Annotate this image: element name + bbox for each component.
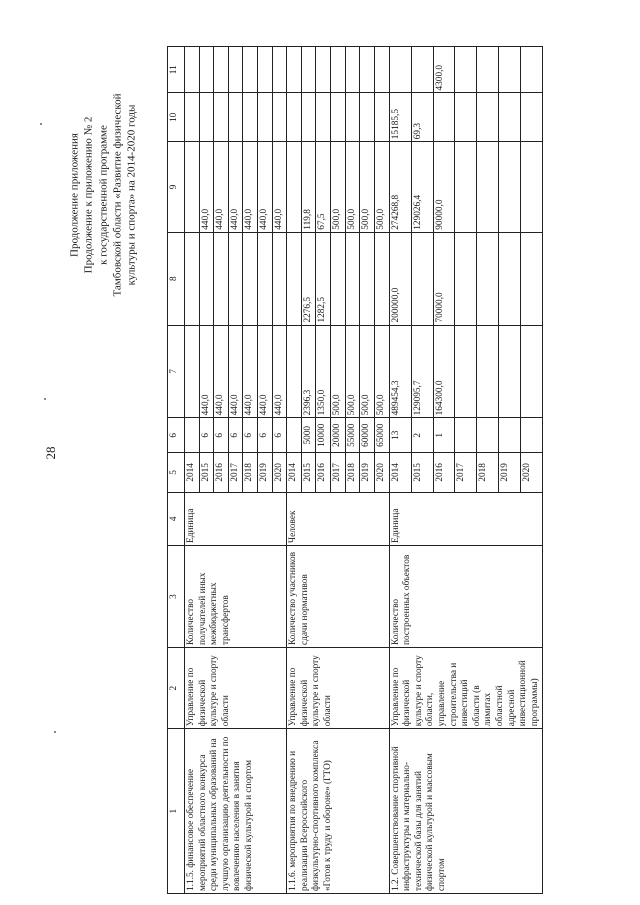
year-cell: 2019 — [360, 453, 375, 492]
value-cell: 6 — [199, 418, 214, 453]
value-cell: 129095,7 — [411, 325, 433, 418]
year-cell: 2020 — [521, 453, 543, 492]
value-cell: 500,0 — [331, 142, 346, 233]
column-number: 4 — [168, 492, 185, 545]
unit-cell: Человек — [287, 492, 389, 545]
value-cell: 1282,5 — [316, 232, 331, 325]
table-row — [287, 47, 302, 894]
value-cell: 500,0 — [345, 325, 360, 418]
value-cell — [243, 232, 258, 325]
value-cell — [214, 232, 229, 325]
value-cell — [199, 93, 214, 142]
value-cell — [477, 325, 499, 418]
column-number: 9 — [168, 142, 185, 233]
value-cell: 440,0 — [243, 142, 258, 233]
value-cell — [243, 93, 258, 142]
indicator-cell: Количество построенных объектов — [389, 545, 543, 647]
value-cell: 500,0 — [374, 325, 389, 418]
column-number-row — [168, 47, 185, 894]
value-cell: 6 — [272, 418, 287, 453]
value-cell — [287, 325, 302, 418]
table-row — [185, 47, 200, 894]
header-line: культуры и спорта» на 2014-2020 годы — [125, 104, 138, 286]
value-cell — [374, 232, 389, 325]
value-cell — [521, 93, 543, 142]
year-cell: 2017 — [455, 453, 477, 492]
value-cell: 440,0 — [258, 325, 273, 418]
value-cell — [287, 232, 302, 325]
value-cell — [199, 47, 214, 94]
value-cell — [477, 93, 499, 142]
measure-name-cell: 1.2. Совершенствование спортивной инфраструктуры и материально-технической базы для занятий физической культурой и массовым спортом — [389, 729, 543, 894]
value-cell: 500,0 — [331, 325, 346, 418]
value-cell: 440,0 — [214, 325, 229, 418]
value-cell: 1 — [433, 418, 455, 453]
value-cell: 6 — [228, 418, 243, 453]
scan-speck — [40, 123, 42, 125]
year-cell: 2016 — [316, 453, 331, 492]
value-cell: 500,0 — [345, 142, 360, 233]
column-number: 2 — [168, 648, 185, 729]
year-cell: 2020 — [272, 453, 287, 492]
value-cell: 60000 — [360, 418, 375, 453]
value-cell — [411, 232, 433, 325]
header-line: Тамбовской области «Развитие физической — [111, 93, 124, 297]
value-cell — [455, 47, 477, 94]
year-cell: 2017 — [228, 453, 243, 492]
value-cell — [316, 93, 331, 142]
header-line: Продолжение к приложению № 2 — [82, 116, 95, 274]
column-number: 10 — [168, 93, 185, 142]
value-cell: 129026,4 — [411, 142, 433, 233]
year-cell: 2015 — [301, 453, 316, 492]
value-cell — [214, 93, 229, 142]
value-cell — [301, 47, 316, 94]
value-cell — [455, 325, 477, 418]
value-cell: 440,0 — [214, 142, 229, 233]
header-line: Продолжение приложения — [68, 133, 81, 257]
value-cell — [185, 418, 200, 453]
value-cell: 440,0 — [199, 325, 214, 418]
value-cell — [185, 47, 200, 94]
value-cell: 440,0 — [272, 142, 287, 233]
value-cell — [521, 47, 543, 94]
value-cell — [499, 47, 521, 94]
year-cell: 2018 — [477, 453, 499, 492]
value-cell — [374, 93, 389, 142]
value-cell — [433, 93, 455, 142]
appendix-header — [67, 45, 138, 345]
year-cell: 2015 — [199, 453, 214, 492]
value-cell — [521, 142, 543, 233]
value-cell — [455, 418, 477, 453]
value-cell — [228, 232, 243, 325]
value-cell — [389, 47, 411, 94]
page-number: 28 — [43, 446, 58, 460]
column-number: 8 — [168, 232, 185, 325]
value-cell — [287, 142, 302, 233]
value-cell — [360, 232, 375, 325]
value-cell: 164300,0 — [433, 325, 455, 418]
value-cell — [331, 47, 346, 94]
year-cell: 2020 — [374, 453, 389, 492]
value-cell — [258, 47, 273, 94]
value-cell: 2396,3 — [301, 325, 316, 418]
value-cell — [331, 93, 346, 142]
value-cell — [185, 93, 200, 142]
column-number: 7 — [168, 325, 185, 418]
executor-cell: Управление по физической культуре и спорту области — [185, 648, 287, 729]
value-cell: 67,5 — [316, 142, 331, 233]
value-cell — [185, 142, 200, 233]
year-cell: 2016 — [214, 453, 229, 492]
rotated-table-wrapper — [167, 46, 627, 894]
measure-name-cell: 1.1.5. финансовое обеспечение мероприятий областного конкурса среди муниципальных образований на лучшую организацию деятельности по вовлечению населения в занятия физической культурой и спортом — [185, 729, 287, 894]
value-cell: 274268,8 — [389, 142, 411, 233]
value-cell: 2 — [411, 418, 433, 453]
value-cell — [272, 47, 287, 94]
value-cell — [272, 93, 287, 142]
scan-speck — [54, 731, 56, 733]
value-cell — [301, 93, 316, 142]
value-cell: 13 — [389, 418, 411, 453]
value-cell: 20000 — [331, 418, 346, 453]
value-cell: 1350,0 — [316, 325, 331, 418]
value-cell — [455, 93, 477, 142]
value-cell — [228, 93, 243, 142]
value-cell: 6 — [243, 418, 258, 453]
value-cell — [499, 93, 521, 142]
value-cell — [455, 232, 477, 325]
year-cell: 2018 — [345, 453, 360, 492]
executor-cell: Управление по физической культуре и спорту области — [287, 648, 389, 729]
value-cell: 440,0 — [243, 325, 258, 418]
value-cell — [228, 47, 243, 94]
value-cell — [272, 232, 287, 325]
value-cell — [374, 47, 389, 94]
scan-speck — [44, 398, 46, 400]
value-cell — [214, 47, 229, 94]
value-cell: 2276,5 — [301, 232, 316, 325]
executor-cell: Управление по физической культуре и спорту области, управление строительства и инвестиций области (в лимитах областной адресной инвестиционной программы) — [389, 648, 543, 729]
value-cell: 500,0 — [374, 142, 389, 233]
value-cell — [477, 418, 499, 453]
value-cell: 440,0 — [228, 142, 243, 233]
value-cell: 65000 — [374, 418, 389, 453]
value-cell — [243, 47, 258, 94]
value-cell — [185, 232, 200, 325]
value-cell — [331, 232, 346, 325]
table-body — [185, 47, 543, 894]
unit-cell: Единица — [185, 492, 287, 545]
year-cell: 2015 — [411, 453, 433, 492]
value-cell: 440,0 — [258, 142, 273, 233]
value-cell: 4300,0 — [433, 47, 455, 94]
value-cell — [345, 232, 360, 325]
value-cell — [185, 325, 200, 418]
value-cell — [521, 232, 543, 325]
value-cell: 440,0 — [272, 325, 287, 418]
value-cell: 440,0 — [228, 325, 243, 418]
value-cell: 440,0 — [199, 142, 214, 233]
column-number: 6 — [168, 418, 185, 453]
value-cell: 500,0 — [360, 142, 375, 233]
value-cell — [287, 418, 302, 453]
value-cell — [345, 47, 360, 94]
value-cell: 489454,3 — [389, 325, 411, 418]
value-cell — [360, 93, 375, 142]
value-cell: 90000,0 — [433, 142, 455, 233]
value-cell — [499, 325, 521, 418]
value-cell — [521, 325, 543, 418]
value-cell: 6 — [258, 418, 273, 453]
column-number: 5 — [168, 453, 185, 492]
year-cell: 2016 — [433, 453, 455, 492]
value-cell — [477, 232, 499, 325]
year-cell: 2019 — [258, 453, 273, 492]
value-cell: 70000,0 — [433, 232, 455, 325]
column-number: 1 — [168, 729, 185, 894]
value-cell — [499, 142, 521, 233]
header-line: к государственной программе — [96, 125, 109, 265]
value-cell — [521, 418, 543, 453]
year-cell: 2017 — [331, 453, 346, 492]
value-cell: 10000 — [316, 418, 331, 453]
value-cell — [316, 47, 331, 94]
value-cell — [411, 47, 433, 94]
value-cell: 500,0 — [360, 325, 375, 418]
value-cell: 6 — [214, 418, 229, 453]
year-cell: 2014 — [185, 453, 200, 492]
value-cell: 200000,0 — [389, 232, 411, 325]
measure-name-cell: 1.1.6. мероприятия по внедрению и реализации Всероссийского физкультурно-спортивного комплекса «Готов к труду и обороне» (ГТО) — [287, 729, 389, 894]
value-cell — [287, 93, 302, 142]
column-number: 3 — [168, 545, 185, 647]
year-cell: 2014 — [389, 453, 411, 492]
value-cell — [258, 93, 273, 142]
value-cell — [199, 232, 214, 325]
value-cell: 69,3 — [411, 93, 433, 142]
value-cell — [258, 232, 273, 325]
indicator-cell: Количество получателей иных межбюджетных трансфертов — [185, 545, 287, 647]
unit-cell: Единица — [389, 492, 543, 545]
year-cell: 2014 — [287, 453, 302, 492]
value-cell — [499, 418, 521, 453]
program-table — [167, 46, 543, 894]
value-cell — [360, 47, 375, 94]
value-cell: 55000 — [345, 418, 360, 453]
value-cell — [477, 142, 499, 233]
year-cell: 2019 — [499, 453, 521, 492]
value-cell — [287, 47, 302, 94]
value-cell — [499, 232, 521, 325]
indicator-cell: Количество участников сдачи нормативов — [287, 545, 389, 647]
value-cell — [477, 47, 499, 94]
value-cell — [455, 142, 477, 233]
table-row — [389, 47, 411, 894]
value-cell: 5000 — [301, 418, 316, 453]
year-cell: 2018 — [243, 453, 258, 492]
value-cell: 119,8 — [301, 142, 316, 233]
value-cell — [345, 93, 360, 142]
value-cell: 15185,5 — [389, 93, 411, 142]
column-number: 11 — [168, 47, 185, 94]
